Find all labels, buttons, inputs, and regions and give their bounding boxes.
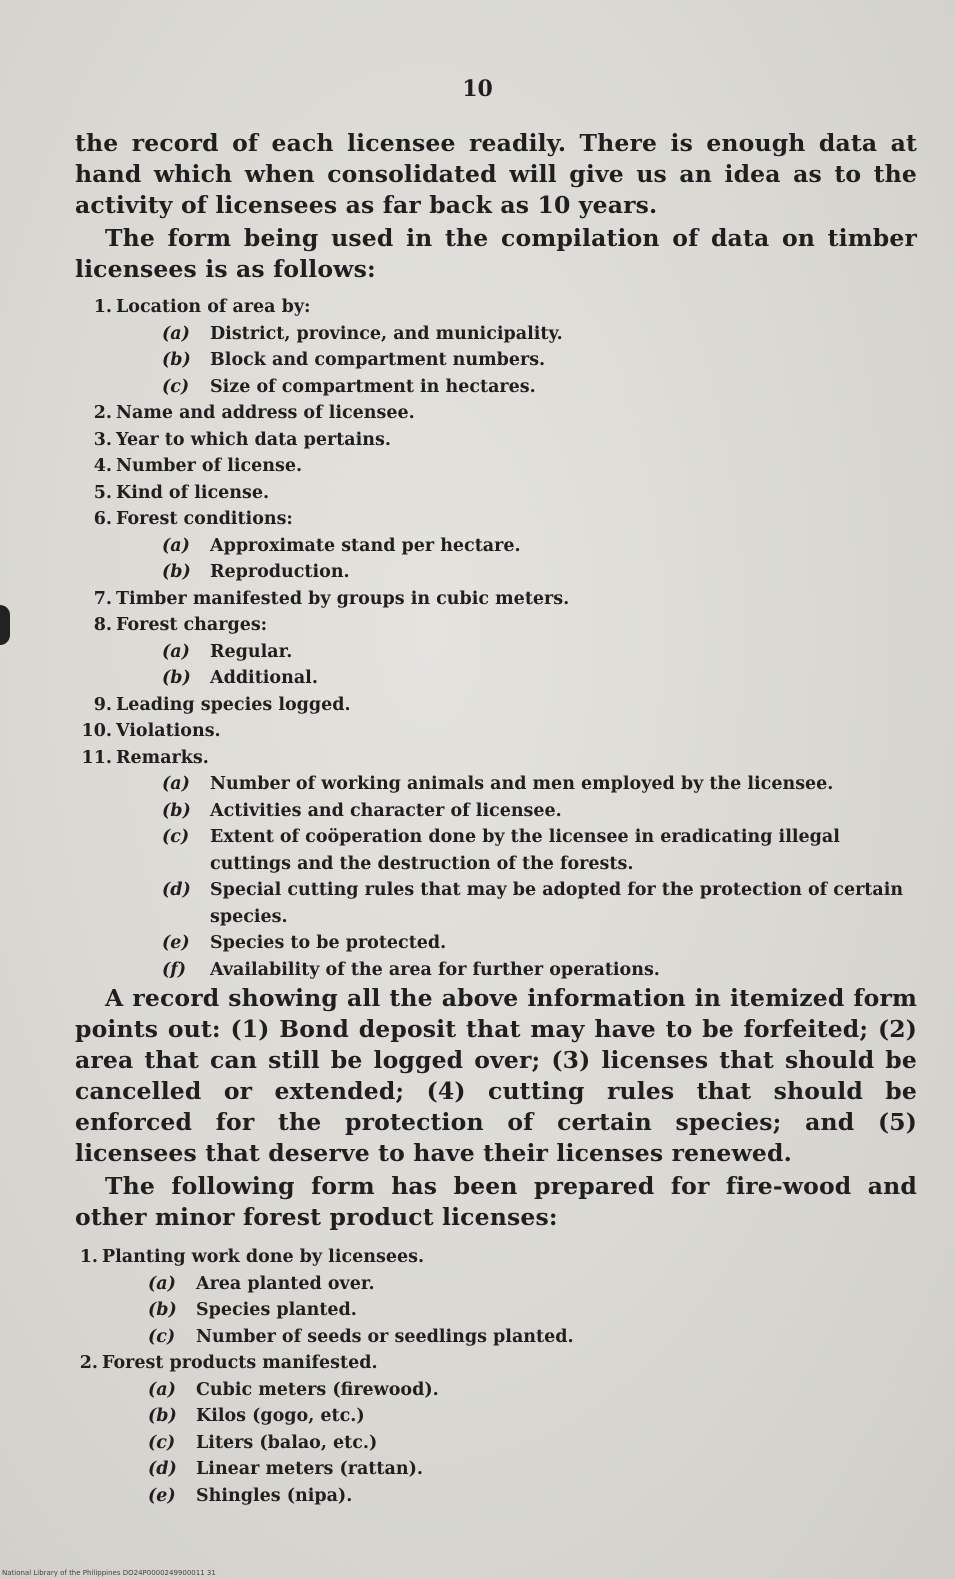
item-text: Timber manifested by groups in cubic meters.: [116, 588, 570, 609]
list-item: [72, 692, 922, 719]
sub-item-label: (b): [148, 1406, 177, 1426]
sub-item-label: (a): [162, 774, 190, 794]
item-number: 1.: [79, 1247, 98, 1267]
list-item: [58, 1403, 918, 1430]
item-text: Number of license.: [116, 456, 303, 476]
sub-item-label: (a): [162, 535, 190, 556]
item-number: 1.: [93, 297, 112, 317]
item-text: Extent of coöperation done by the licensee in eradicating illegal cuttings and the destruction of the forests.: [210, 827, 840, 874]
sub-item-label: (a): [162, 641, 190, 662]
sub-item-label: (e): [162, 933, 190, 953]
list-item: [58, 1456, 918, 1483]
item-number: 9.: [93, 694, 112, 715]
item-text: Year to which data pertains.: [116, 429, 391, 450]
paragraph-continuation: the record of each licensee readily. There is enough data at hand which when consolidated will give us an idea as to the activity of licensees as far back as 10 years.: [75, 129, 917, 219]
item-text: Block and compartment numbers.: [210, 350, 546, 370]
item-number: 6.: [93, 509, 112, 529]
list-item: [72, 798, 922, 825]
item-text: Kind of license.: [116, 482, 270, 503]
sub-item-label: (a): [148, 1379, 176, 1400]
item-text: Planting work done by licensees.: [102, 1247, 425, 1267]
paragraph-minor-products-intro: The following form has been prepared for fire-wood and other minor forest product licenses:: [75, 1172, 917, 1231]
item-text: Location of area by:: [116, 297, 311, 317]
list-item: [72, 559, 922, 586]
item-text: Name and address of licensee.: [116, 403, 415, 423]
list-item: [72, 400, 922, 427]
list-item: [72, 533, 922, 560]
paragraph-record-summary: A record showing all the above information in itemized form points out: (1) Bond deposit that may have to be forfeited; (2) area that can still be logged over; (3) licenses that should be cancelled or extended; (4) cutting rules that should be enforced for the protection of certain species; and (5) licensees that deserve to have their licenses renewed.: [75, 984, 917, 1167]
item-number: 5.: [93, 482, 112, 503]
list-item: [72, 824, 922, 877]
item-text: Liters (balao, etc.): [196, 1432, 378, 1453]
item-text: Species to be protected.: [210, 933, 447, 953]
sub-item-label: (e): [148, 1485, 176, 1506]
list-item: [58, 1297, 918, 1324]
item-text: Special cutting rules that may be adopted for the protection of certain species.: [210, 880, 904, 927]
item-text: Forest products manifested.: [102, 1353, 378, 1373]
sub-item-label: (a): [148, 1273, 176, 1294]
item-text: Number of seeds or seedlings planted.: [196, 1326, 574, 1347]
item-number: 3.: [93, 429, 112, 450]
item-number: 2.: [79, 1353, 98, 1373]
list-item: [58, 1430, 918, 1457]
minor-products-list: [58, 1244, 918, 1509]
list-item: [58, 1483, 918, 1510]
list-item: [72, 771, 922, 798]
sub-item-label: (c): [148, 1432, 176, 1453]
binding-mark: [0, 605, 10, 645]
sub-item-label: (c): [162, 376, 190, 397]
list-item: [72, 612, 922, 639]
list-item: [72, 930, 922, 957]
item-text: District, province, and municipality.: [210, 323, 563, 344]
list-item: [72, 427, 922, 454]
item-text: Violations.: [116, 721, 221, 741]
text-block-2: [75, 983, 917, 1235]
list-item: [72, 347, 922, 374]
list-item: [72, 506, 922, 533]
sub-item-label: (d): [162, 880, 191, 900]
text-block-1: [75, 128, 917, 287]
item-text: Activities and character of licensee.: [210, 800, 562, 821]
item-number: 2.: [93, 403, 112, 423]
footer-credit: National Library of the Philippines DO24P0000249900011 31: [2, 1569, 216, 1577]
list-item: [72, 480, 922, 507]
sub-item-label: (c): [148, 1326, 176, 1347]
item-number: 10.: [81, 721, 112, 741]
item-text: Approximate stand per hectare.: [210, 535, 521, 556]
list-item: [72, 745, 922, 772]
item-text: Reproduction.: [210, 562, 350, 582]
list-item: [72, 374, 922, 401]
list-item: [58, 1350, 918, 1377]
item-text: Kilos (gogo, etc.): [196, 1406, 365, 1426]
item-text: Number of working animals and men employed by the licensee.: [210, 774, 834, 794]
sub-item-label: (c): [162, 827, 190, 847]
list-item: [58, 1324, 918, 1351]
item-text: Leading species logged.: [116, 694, 351, 715]
sub-item-label: (a): [162, 323, 190, 344]
list-item: [58, 1271, 918, 1298]
item-number: 7.: [93, 588, 112, 609]
item-text: Forest charges:: [116, 615, 268, 635]
list-item: [72, 718, 922, 745]
item-text: Size of compartment in hectares.: [210, 376, 536, 397]
item-text: Regular.: [210, 641, 293, 662]
item-text: Species planted.: [196, 1300, 357, 1320]
item-text: Remarks.: [116, 747, 209, 768]
page-number: 10: [462, 76, 493, 102]
list-item: [72, 639, 922, 666]
sub-item-label: (b): [162, 350, 191, 370]
item-number: 11.: [81, 747, 112, 768]
list-item: [58, 1244, 918, 1271]
item-text: Forest conditions:: [116, 509, 293, 529]
list-item: [72, 453, 922, 480]
paragraph-form-intro: The form being used in the compilation of data on timber licensees is as follows:: [75, 224, 917, 283]
item-number: 8.: [93, 615, 112, 635]
item-text: Linear meters (rattan).: [196, 1459, 423, 1479]
item-text: Shingles (nipa).: [196, 1485, 353, 1506]
sub-item-label: (b): [162, 668, 191, 688]
list-item: [72, 321, 922, 348]
list-item: [72, 586, 922, 613]
item-text: Cubic meters (firewood).: [196, 1379, 439, 1400]
list-item: [72, 294, 922, 321]
sub-item-label: (b): [162, 800, 191, 821]
list-item: [72, 957, 922, 984]
list-item: [58, 1377, 918, 1404]
item-text: Additional.: [210, 668, 318, 688]
sub-item-label: (b): [148, 1300, 177, 1320]
item-number: 4.: [93, 456, 112, 476]
item-text: Availability of the area for further operations.: [210, 959, 660, 980]
timber-form-list: [72, 294, 922, 983]
sub-item-label: (b): [162, 562, 191, 582]
sub-item-label: (f): [162, 959, 187, 980]
item-text: Area planted over.: [196, 1273, 375, 1294]
list-item: [72, 877, 922, 930]
sub-item-label: (d): [148, 1459, 177, 1479]
list-item: [72, 665, 922, 692]
